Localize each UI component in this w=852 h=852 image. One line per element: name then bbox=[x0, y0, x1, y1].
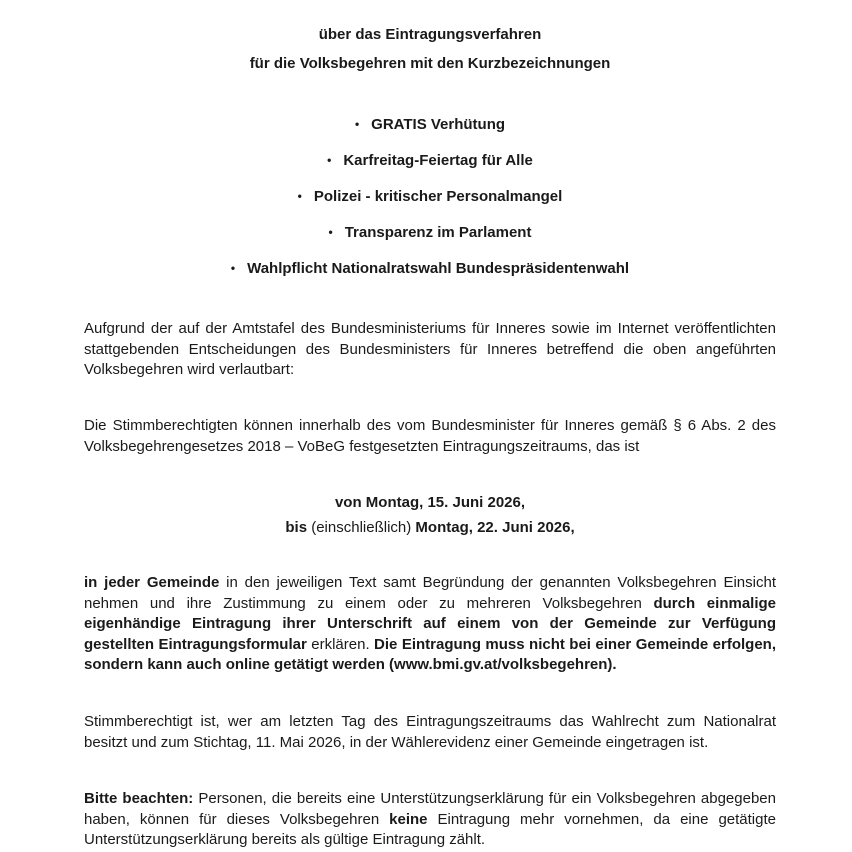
period-dates bbox=[0, 490, 852, 540]
bullet-icon: • bbox=[297, 189, 302, 203]
header-line-1: über das Eintragungsverfahren bbox=[318, 26, 542, 43]
initiative-item: • Karfreitag-Feiertag für Alle bbox=[327, 152, 533, 169]
paragraph-announcement: Aufgrund der auf der Amtstafel des Bundesministeriums für Inneres sowie im Internet veröffentlichten stattgebenden Entscheidungen des Bundesministers für Inneres betreffend die oben angeführten Volksbegehren wird verlautbart: bbox=[84, 320, 776, 378]
initiative-item: • Polizei - kritischer Personalmangel bbox=[297, 188, 563, 205]
bullet-icon: • bbox=[230, 261, 236, 275]
header-line-2: für die Volksbegehren mit den Kurzbezeichnungen bbox=[249, 55, 611, 72]
paragraph-registration-process: in jeder Gemeinde in den jeweiligen Text samt Begründung der genannten Volksbegehren Einsicht nehmen und ihre Zustimmung zu einem oder zu mehreren Volksbegehren durch einmalige eigenhändige Eintragung ihrer Unterschrift auf einem von der Gemeinde zur Verfügung gestellten Eintragungsformular erklären. Die Eintragung muss nicht bei einer Gemeinde erfolgen, sondern kann auch online getätigt werden (www.bmi.gv.at/volksbegehren). bbox=[84, 574, 776, 673]
bullet-icon: • bbox=[328, 225, 333, 239]
paragraph-registration-period-intro: Die Stimmberechtigten können innerhalb des vom Bundesminister für Inneres gemäß § 6 Abs. 2 des Volksbegehrengesetzes 2018 – VoBeG festgesetzten Eintragungszeitraums, das ist bbox=[84, 417, 776, 455]
paragraph-notice: Bitte beachten: Personen, die bereits eine Unterstützungserklärung für ein Volksbegehren abgegeben haben, können für dieses Volksbegehren keine Eintragung mehr vornehmen, da eine getätigte Unterstützungserklärung bereits als gültige Eintragung zählt. bbox=[84, 790, 776, 848]
period-from: von Montag, 15. Juni 2026, bbox=[334, 494, 526, 511]
bullet-icon: • bbox=[354, 117, 360, 131]
bullet-icon: • bbox=[327, 153, 332, 167]
period-until: bis (einschließlich) Montag, 22. Juni 2026, bbox=[285, 519, 575, 536]
paragraph-eligibility: Stimmberechtigt ist, wer am letzten Tag des Eintragungszeitraums das Wahlrecht zum Nationalrat besitzt und zum Stichtag, 11. Mai 2026, in der Wählerevidenz einer Gemeinde eingetragen ist. bbox=[84, 713, 776, 751]
initiative-item: • Wahlpflicht Nationalratswahl Bundespräsidentenwahl bbox=[230, 260, 630, 277]
initiative-item: • Transparenz im Parlament bbox=[328, 224, 532, 241]
initiative-item: • GRATIS Verhütung bbox=[354, 116, 506, 133]
